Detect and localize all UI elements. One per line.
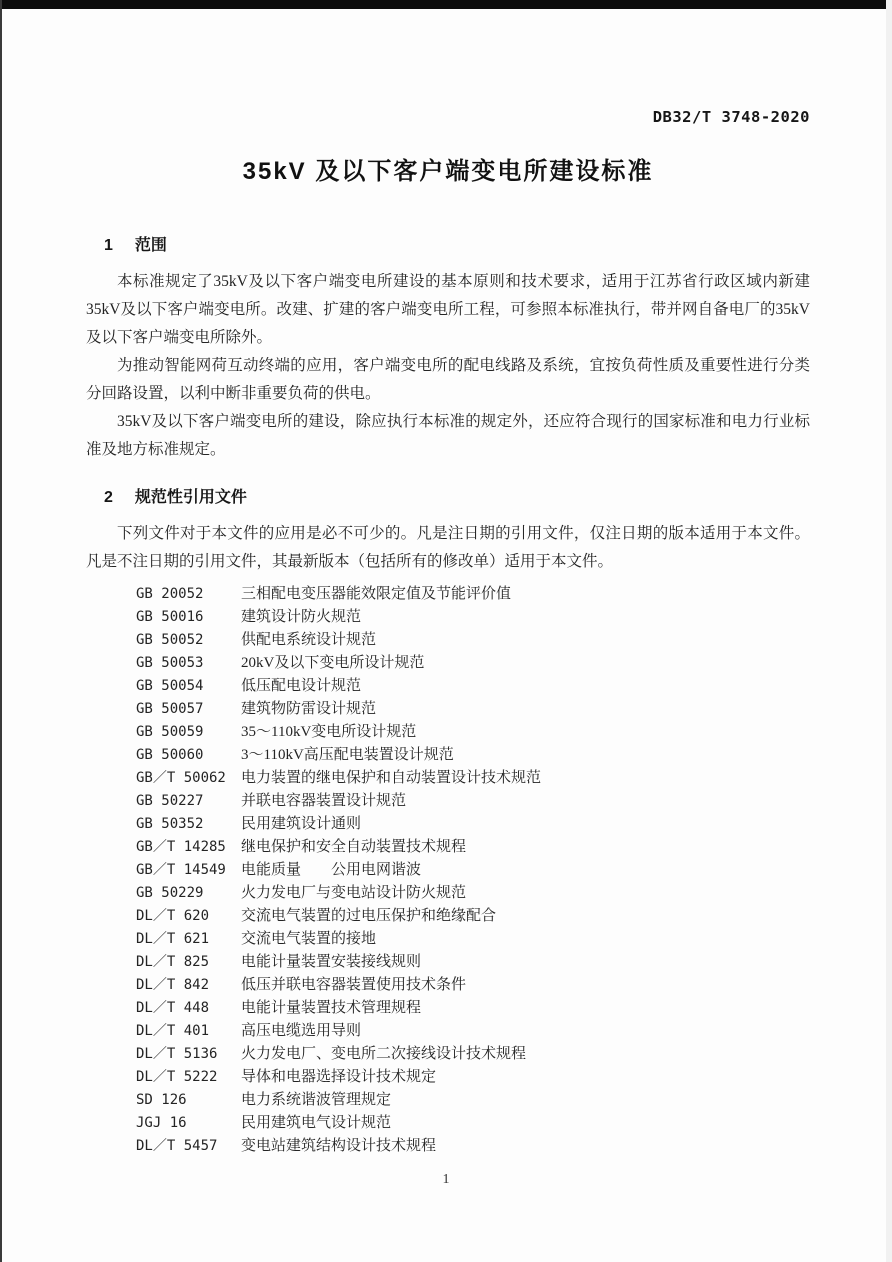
reference-row (136, 1089, 810, 1112)
reference-code: GB 50053 (136, 655, 204, 671)
reference-row (136, 652, 810, 675)
reference-title: 20kV及以下变电所设计规范 (241, 655, 425, 671)
reference-code: DL／T 5457 (136, 1138, 218, 1154)
reference-row (136, 1135, 810, 1158)
reference-title: 35～110kV变电所设计规范 (241, 724, 417, 740)
reference-row (136, 583, 810, 606)
reference-row (136, 790, 810, 813)
paragraph: 35kV及以下客户端变电所的建设，除应执行本标准的规定外，还应符合现行的国家标准和电力行业标准及地方标准规定。 (86, 413, 810, 458)
reference-title: 电能计量装置安装接线规则 (241, 954, 422, 970)
reference-row (136, 767, 810, 790)
reference-row (136, 606, 810, 629)
reference-code: JGJ 16 (136, 1115, 187, 1131)
section-2-heading (104, 484, 810, 507)
section-1-number: 1 (104, 237, 113, 254)
reference-row (136, 974, 810, 997)
reference-title: 3～110kV高压配电装置设计规范 (241, 747, 454, 763)
reference-title: 继电保护和安全自动装置技术规程 (241, 839, 467, 855)
reference-title: 电能质量 公用电网谐波 (241, 862, 422, 878)
reference-code: DL／T 825 (136, 954, 210, 970)
reference-code: GB 50352 (136, 816, 204, 832)
section-2-number: 2 (104, 489, 113, 506)
reference-title: 供配电系统设计规范 (241, 632, 377, 648)
reference-title: 交流电气装置的接地 (241, 931, 377, 947)
section-2-title: 规范性引用文件 (134, 489, 247, 506)
reference-code: GB 50229 (136, 885, 204, 901)
reference-title: 低压配电设计规范 (241, 678, 362, 694)
reference-code: DL／T 621 (136, 931, 210, 947)
section-1-body (86, 268, 810, 464)
reference-code: GB／T 14549 (136, 862, 226, 878)
reference-code: DL／T 401 (136, 1023, 210, 1039)
reference-code: DL／T 5222 (136, 1069, 218, 1085)
section-2-intro: 下列文件对于本文件的应用是必不可少的。凡是注日期的引用文件，仅注日期的版本适用于本文件。凡是不注日期的引用文件，其最新版本（包括所有的修改单）适用于本文件。 (86, 525, 810, 570)
page-footer (0, 1172, 892, 1188)
reference-row (136, 997, 810, 1020)
reference-title: 火力发电厂与变电站设计防火规范 (241, 885, 467, 901)
reference-row (136, 1112, 810, 1135)
reference-row (136, 744, 810, 767)
reference-title: 并联电容器装置设计规范 (241, 793, 407, 809)
reference-title: 高压电缆选用导则 (241, 1023, 362, 1039)
document-code: DB32/T 3748-2020 (652, 108, 810, 126)
reference-row (136, 905, 810, 928)
reference-row (136, 859, 810, 882)
reference-row (136, 836, 810, 859)
reference-row (136, 1066, 810, 1089)
paragraph: 为推动智能网荷互动终端的应用，客户端变电所的配电线路及系统，宜按负荷性质及重要性进行分类分回路设置，以利中断非重要负荷的供电。 (86, 357, 810, 402)
reference-title: 交流电气装置的过电压保护和绝缘配合 (241, 908, 497, 924)
reference-code: GB／T 50062 (136, 770, 226, 786)
reference-code: GB 50227 (136, 793, 204, 809)
document-title: 35kV 及以下客户端变电所建设标准 (242, 158, 654, 185)
reference-title: 民用建筑电气设计规范 (241, 1115, 392, 1131)
reference-code: GB 50016 (136, 609, 204, 625)
references-list (136, 583, 810, 1158)
reference-code: DL／T 842 (136, 977, 210, 993)
reference-title: 导体和电器选择设计技术规定 (241, 1069, 437, 1085)
section-1-heading (104, 232, 810, 255)
reference-code: GB 20052 (136, 586, 204, 602)
reference-code: GB 50059 (136, 724, 204, 740)
reference-title: 民用建筑设计通则 (241, 816, 362, 832)
reference-title: 三相配电变压器能效限定值及节能评价值 (241, 586, 512, 602)
reference-title: 变电站建筑结构设计技术规程 (241, 1138, 437, 1154)
reference-code: SD 126 (136, 1092, 187, 1108)
reference-title: 建筑物防雷设计规范 (241, 701, 377, 717)
reference-row (136, 813, 810, 836)
reference-title: 电力系统谐波管理规定 (241, 1092, 392, 1108)
reference-code: DL／T 448 (136, 1000, 210, 1016)
reference-row (136, 928, 810, 951)
paragraph: 本标准规定了35kV及以下客户端变电所建设的基本原则和技术要求，适用于江苏省行政区域内新建35kV及以下客户端变电所。改建、扩建的客户端变电所工程，可参照本标准执行，带并网自备电厂的35kV及以下客户端变电所除外。 (86, 273, 810, 346)
reference-code: GB 50057 (136, 701, 204, 717)
reference-code: GB 50060 (136, 747, 204, 763)
page-number: 1 (442, 1172, 450, 1187)
reference-title: 电力装置的继电保护和自动装置设计技术规范 (241, 770, 542, 786)
reference-title: 火力发电厂、变电所二次接线设计技术规程 (241, 1046, 527, 1062)
reference-title: 低压并联电容器装置使用技术条件 (241, 977, 467, 993)
reference-title: 电能计量装置技术管理规程 (241, 1000, 422, 1016)
reference-row (136, 1020, 810, 1043)
reference-row (136, 951, 810, 974)
reference-row (136, 675, 810, 698)
reference-row (136, 629, 810, 652)
reference-title: 建筑设计防火规范 (241, 609, 362, 625)
reference-code: GB 50052 (136, 632, 204, 648)
reference-code: DL／T 5136 (136, 1046, 218, 1062)
reference-row (136, 698, 810, 721)
reference-row (136, 1043, 810, 1066)
section-1-title: 范围 (134, 237, 167, 254)
reference-code: DL／T 620 (136, 908, 210, 924)
reference-row (136, 882, 810, 905)
reference-row (136, 721, 810, 744)
reference-code: GB 50054 (136, 678, 204, 694)
reference-code: GB／T 14285 (136, 839, 226, 855)
